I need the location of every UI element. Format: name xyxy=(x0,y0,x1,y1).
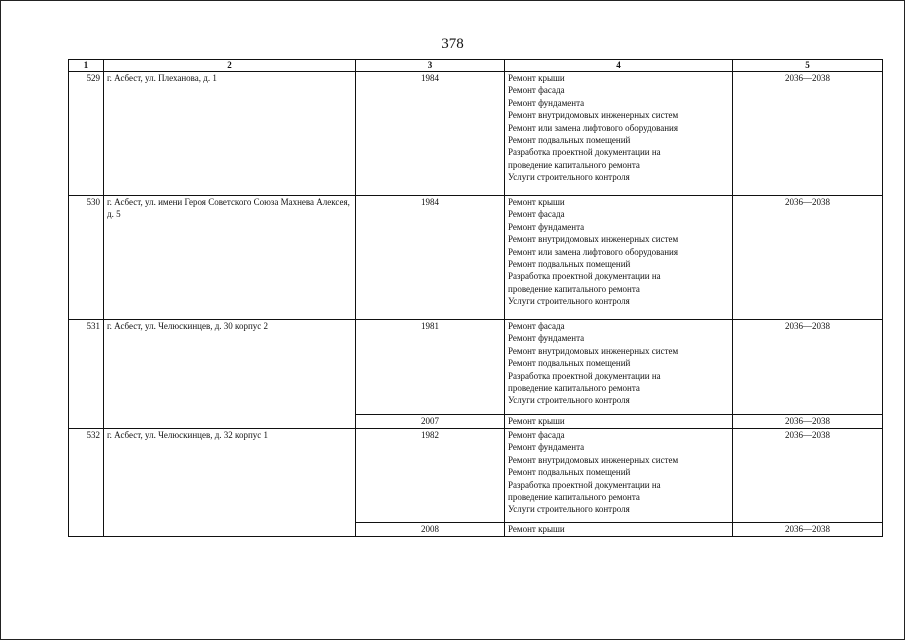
work-item: Разработка проектной документации на xyxy=(508,147,661,158)
work-item: Ремонт подвальных помещений xyxy=(508,259,631,270)
work-item: Ремонт фундамента xyxy=(508,442,585,453)
period-cell: 2036—2038 xyxy=(733,196,883,320)
work-item: Ремонт фасада xyxy=(508,430,565,440)
work-item: проведение капитального ремонта xyxy=(508,159,640,170)
row-number: 532 xyxy=(69,429,104,537)
column-header: 3 xyxy=(356,60,505,72)
work-item: Ремонт крыши xyxy=(508,197,565,207)
table-row xyxy=(69,320,883,415)
period-cell: 2036—2038 xyxy=(733,72,883,196)
work-item: Ремонт крыши xyxy=(508,73,565,83)
work-item: Ремонт фасада xyxy=(508,209,565,220)
year-cell: 1984 xyxy=(356,196,505,320)
column-header: 1 xyxy=(69,60,104,72)
address-cell: г. Асбест, ул. имени Героя Советского Союза Махнева Алексея, д. 5 xyxy=(104,196,356,320)
work-item: Ремонт фасада xyxy=(508,85,565,96)
work-item: Ремонт внутридомовых инженерных систем xyxy=(508,110,679,121)
column-header: 5 xyxy=(733,60,883,72)
year-cell: 1982 xyxy=(356,429,505,523)
work-item: Услуги строительного контроля xyxy=(508,395,630,406)
year-cell: 2008 xyxy=(356,523,505,537)
work-item: Ремонт подвальных помещений xyxy=(508,467,631,478)
address-cell: г. Асбест, ул. Плеханова, д. 1 xyxy=(104,72,356,196)
works-cell xyxy=(505,320,733,415)
table-header-row xyxy=(69,60,883,72)
work-item: Ремонт или замена лифтового оборудования xyxy=(508,122,678,133)
work-item: Ремонт фасада xyxy=(508,321,565,331)
table-row xyxy=(69,72,883,196)
works-cell xyxy=(505,415,733,429)
page-number: 378 xyxy=(441,36,464,52)
address-cell: г. Асбест, ул. Челюскинцев, д. 30 корпус 2 xyxy=(104,320,356,429)
row-number: 530 xyxy=(69,196,104,320)
period-cell: 2036—2038 xyxy=(733,320,883,415)
row-number: 531 xyxy=(69,320,104,429)
works-cell xyxy=(505,523,733,537)
work-item: Разработка проектной документации на xyxy=(508,271,661,282)
work-item: Разработка проектной документации на xyxy=(508,370,661,381)
work-item: Ремонт фундамента xyxy=(508,97,585,108)
work-item: Ремонт подвальных помещений xyxy=(508,135,631,146)
work-item: Ремонт внутридомовых инженерных систем xyxy=(508,454,679,465)
work-item: Услуги строительного контроля xyxy=(508,296,630,307)
work-item: проведение капитального ремонта xyxy=(508,492,640,503)
works-cell xyxy=(505,196,733,320)
work-item: Ремонт или замена лифтового оборудования xyxy=(508,246,678,257)
work-item: проведение капитального ремонта xyxy=(508,283,640,294)
year-cell: 2007 xyxy=(356,415,505,429)
address-cell: г. Асбест, ул. Челюскинцев, д. 32 корпус 1 xyxy=(104,429,356,537)
column-header: 2 xyxy=(104,60,356,72)
period-cell: 2036—2038 xyxy=(733,415,883,429)
capital-repair-table xyxy=(68,59,883,537)
work-item: Ремонт фундамента xyxy=(508,333,585,344)
work-item: Ремонт внутридомовых инженерных систем xyxy=(508,345,679,356)
work-item: Ремонт крыши xyxy=(508,416,565,426)
table-row xyxy=(69,196,883,320)
work-item: Ремонт крыши xyxy=(508,524,565,534)
period-cell: 2036—2038 xyxy=(733,523,883,537)
year-cell: 1981 xyxy=(356,320,505,415)
year-cell: 1984 xyxy=(356,72,505,196)
work-item: проведение капитального ремонта xyxy=(508,383,640,394)
row-number: 529 xyxy=(69,72,104,196)
work-item: Ремонт подвальных помещений xyxy=(508,358,631,369)
work-item: Ремонт фундамента xyxy=(508,221,585,232)
column-header: 4 xyxy=(505,60,733,72)
work-item: Услуги строительного контроля xyxy=(508,504,630,515)
works-cell xyxy=(505,429,733,523)
works-cell xyxy=(505,72,733,196)
table-row xyxy=(69,429,883,523)
work-item: Разработка проектной документации на xyxy=(508,479,661,490)
work-item: Ремонт внутридомовых инженерных систем xyxy=(508,234,679,245)
period-cell: 2036—2038 xyxy=(733,429,883,523)
work-item: Услуги строительного контроля xyxy=(508,172,630,183)
